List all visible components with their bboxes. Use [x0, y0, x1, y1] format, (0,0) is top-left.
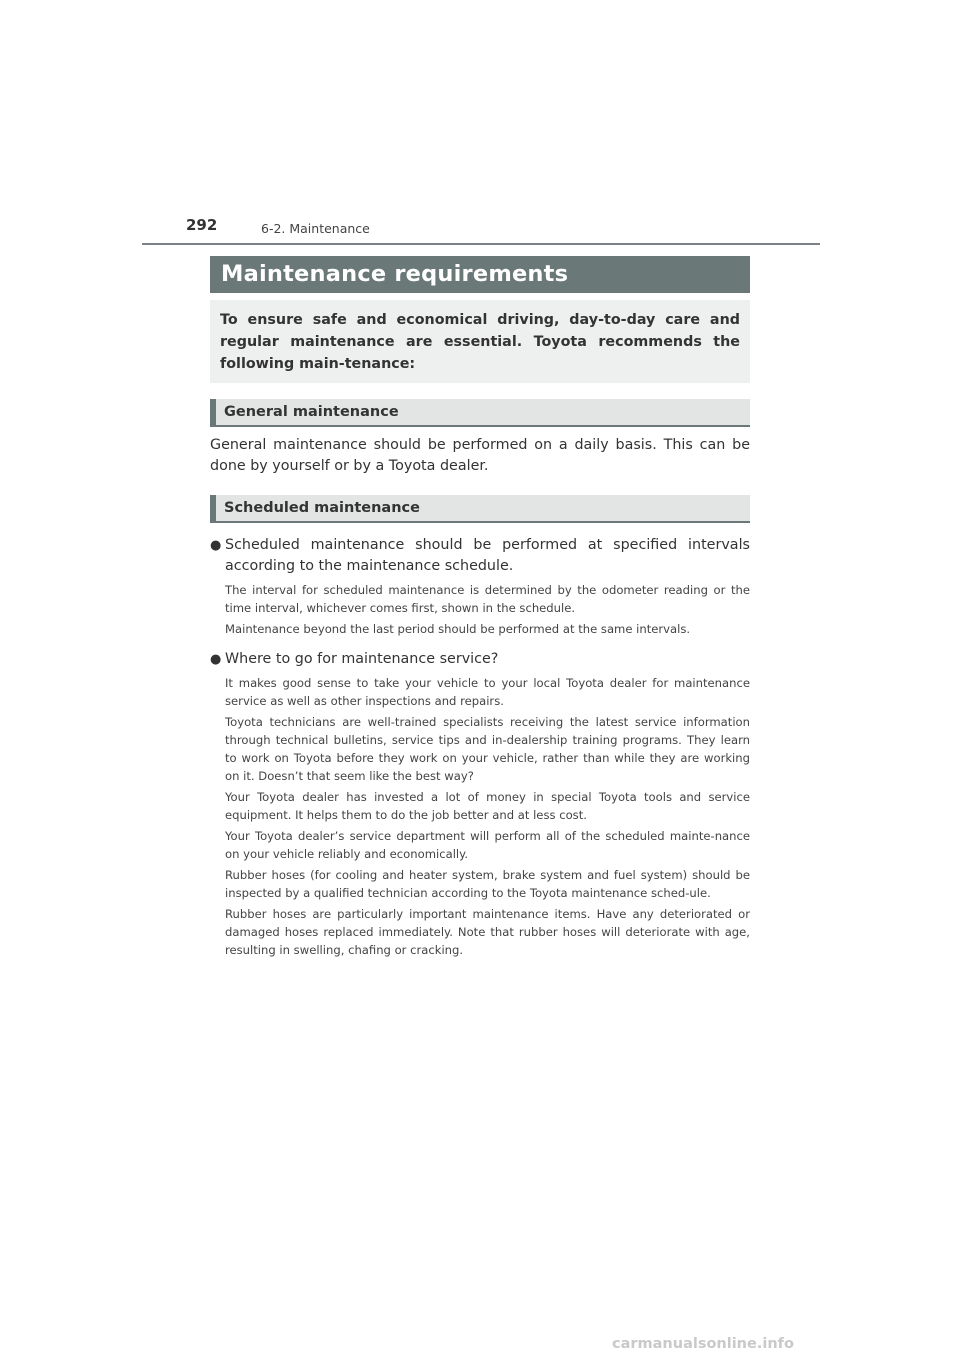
page-title: Maintenance requirements: [221, 261, 569, 287]
page-header: [186, 214, 826, 238]
intro-box: [210, 300, 750, 383]
section-label: 6-2. Maintenance: [261, 221, 370, 236]
header-divider: [142, 243, 820, 245]
general-maintenance-heading: General maintenance: [224, 404, 399, 420]
bullet-notes: [210, 581, 750, 638]
bullet-item: [210, 535, 750, 577]
note: Rubber hoses are particularly important maintenance items. Have any deteriorated or damaged hoses replaced immediately. Note that rubber hoses will deteriorate with age, resulting in swelling, chafing or cracking.: [225, 907, 750, 957]
note: It makes good sense to take your vehicle to your local Toyota dealer for maintenance service as well as other inspections and repairs.: [225, 676, 750, 708]
general-maintenance-body: General maintenance should be performed on a daily basis. This can be done by yourself or by a Toyota dealer.: [210, 437, 750, 474]
intro-text: To ensure safe and economical driving, day-to-day care and regular maintenance are essential. Toyota recommends the following main-tenance:: [220, 312, 740, 372]
scheduled-maintenance-heading: Scheduled maintenance: [224, 500, 420, 516]
bullet-icon: ●: [210, 538, 222, 553]
bullet-notes: [210, 674, 750, 959]
note: Maintenance beyond the last period should be performed at the same intervals.: [225, 622, 691, 636]
general-maintenance-heading-bar: [210, 399, 750, 427]
note: The interval for scheduled maintenance is determined by the odometer reading or the time interval, whichever comes first, shown in the schedule.: [225, 583, 750, 615]
title-bar: [210, 256, 750, 293]
page-number: 292: [186, 216, 218, 234]
bullet-text: Where to go for maintenance service?: [225, 651, 499, 667]
note: Rubber hoses (for cooling and heater system, brake system and fuel system) should be inspected by a qualified technician according to the Toyota maintenance sched-ule.: [225, 868, 750, 900]
watermark: carmanualsonline.info: [612, 1336, 794, 1352]
note: Your Toyota dealer has invested a lot of money in special Toyota tools and service equipment. It helps them to do the job better and at less cost.: [225, 790, 750, 822]
bullet-icon: ●: [210, 652, 222, 667]
bullet-item: [210, 649, 750, 670]
note: Toyota technicians are well-trained specialists receiving the latest service information through technical bulletins, service tips and in-dealership training programs. They learn to work on Toyota before they work on your vehicle, rather than while they are working on it. Doesn’t that seem like the best way?: [225, 715, 750, 783]
scheduled-maintenance-heading-bar: [210, 495, 750, 523]
page-content: [210, 256, 750, 959]
note: Your Toyota dealer’s service department will perform all of the scheduled mainte-nance on your vehicle reliably and economically.: [225, 829, 750, 861]
bullet-text: Scheduled maintenance should be performed at specified intervals according to the maintenance schedule.: [225, 537, 750, 574]
